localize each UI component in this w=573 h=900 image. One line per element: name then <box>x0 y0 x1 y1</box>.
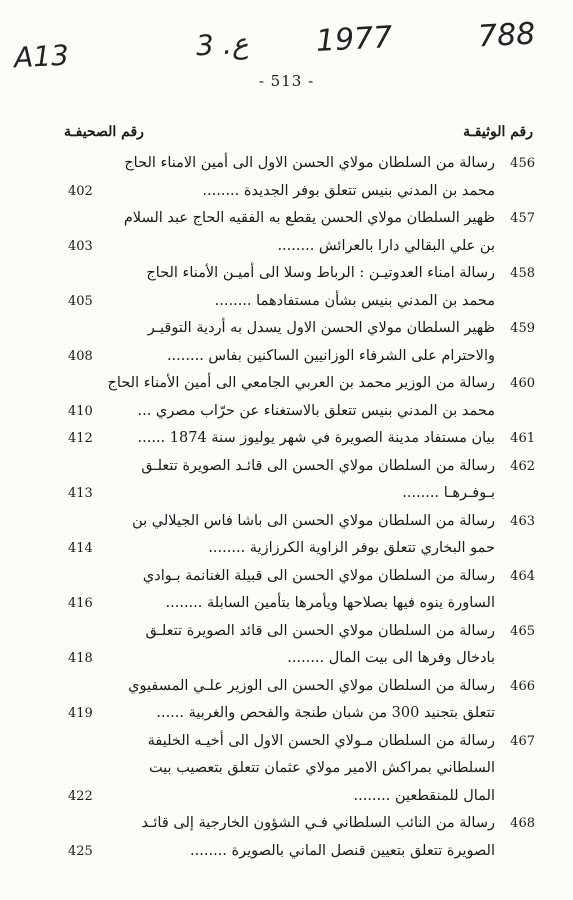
entry-text: رسالة من السلطان مولاي الحسن الى قبيلة الغنانمة بـوادي <box>142 567 495 584</box>
entry-line <box>0 563 573 591</box>
page-reference: 405 <box>68 293 93 309</box>
document-number: 463 <box>510 513 535 529</box>
list-item <box>0 205 573 260</box>
entry-text: والاحترام على الشرفاء الوزانيين الساكنين بفاس ........ <box>166 347 495 364</box>
page-reference: 419 <box>68 706 93 721</box>
entry-text: تتعلق بتجنيد 300 من شبان طنجة والفحص والغربية ...... <box>156 705 495 721</box>
entry-text: رسالة من النائب السلطاني فـي الشؤون الخارجية إلى قائـد <box>141 815 495 831</box>
entry-text: رسالة من السلطان مولاي الحسن الى قائد الصويرة تتعلـق <box>145 622 495 639</box>
document-number: 456 <box>510 156 535 171</box>
list-item <box>0 508 573 563</box>
list-item <box>0 453 573 508</box>
entry-text: رسالة من السلطان مولاي الحسن الاول الى أمين الامناء الحاج <box>124 155 495 171</box>
handwritten-note-1: A13 <box>13 38 70 75</box>
document-number: 458 <box>510 266 535 281</box>
page-reference: 416 <box>68 596 93 611</box>
entry-line <box>0 728 573 756</box>
page-number: - 513 - <box>258 72 315 90</box>
entry-line <box>0 233 573 261</box>
list-item <box>0 260 573 315</box>
entry-text: حمو البخاري تتعلق بوفر الزاوية الكرزازية ........ <box>208 540 495 556</box>
document-number: 468 <box>510 816 535 831</box>
document-number: 464 <box>510 568 535 584</box>
header-page-number: رقم الصحيفـة <box>64 124 144 140</box>
list-item <box>0 563 573 618</box>
list-item <box>0 728 573 811</box>
entry-line <box>0 810 573 838</box>
entry-text: الصويرة تتعلق بتعيين قنصل الماني بالصويرة ........ <box>190 842 495 859</box>
entry-line <box>0 480 573 508</box>
document-number: 457 <box>510 211 535 226</box>
entry-text: السلطاني بمراكش الامير مولاي عثمان تتعلق بتعصيب بيت <box>148 760 495 776</box>
document-number: 466 <box>510 678 535 694</box>
entry-text: الساورة ينوه فيها بصلاحها ويأمرها بتأمين السابلة ........ <box>165 595 495 611</box>
entry-line <box>0 755 573 783</box>
entry-text: رسالة من الوزير محمد بن العربي الجامعي الى أمين الأمناء الحاج <box>107 375 495 391</box>
entry-line <box>0 838 573 866</box>
list-item <box>0 150 573 205</box>
entry-line <box>0 590 573 618</box>
document-number: 459 <box>510 321 535 336</box>
document-number: 462 <box>510 458 535 474</box>
page-reference: 402 <box>68 183 93 199</box>
entry-text: المال للمنقطعين ........ <box>353 787 495 804</box>
document-number: 467 <box>510 733 535 749</box>
entry-text: رسالة من السلطان مـولاي الحسن الاول الى أخيـه الخليفة <box>147 732 495 749</box>
list-item <box>0 673 573 728</box>
entry-line <box>0 260 573 288</box>
entry-text: بـوفـرهـا ........ <box>402 485 495 501</box>
entry-line <box>0 425 573 453</box>
page-reference: 403 <box>68 238 93 254</box>
entry-line <box>0 645 573 673</box>
entry-text: ظهير السلطان مولاي الحسن يقطع به الفقيه الحاج عبد السلام <box>123 210 495 226</box>
entry-text: ظهير السلطان مولاي الحسن الاول يسدل به أردية التوقيـر <box>147 320 495 336</box>
entry-line <box>0 178 573 206</box>
entry-text: محمد بن المدني بنيس بشأن مستفادهما ........ <box>214 292 495 309</box>
entry-line <box>0 618 573 646</box>
entry-line <box>0 398 573 426</box>
entry-text: بادخال وفرها الى بيت المال ........ <box>287 650 495 666</box>
entry-text: رسالة من السلطان مولاي الحسن الى قائـد الصويرة تتعلـق <box>141 457 495 474</box>
page-reference: 418 <box>68 651 93 666</box>
header-document-number: رقم الوثيقـة <box>463 124 533 140</box>
entry-line <box>0 315 573 343</box>
page-reference: 412 <box>68 431 93 446</box>
entry-text: رسالة من السلطان مولاي الحسن الى باشا فاس الجيلالي بن <box>132 512 495 529</box>
document-number: 460 <box>510 376 535 391</box>
entry-line <box>0 150 573 178</box>
list-item <box>0 618 573 673</box>
page-reference: 410 <box>68 403 93 419</box>
entry-line <box>0 673 573 701</box>
entry-line <box>0 453 573 481</box>
page-reference: 414 <box>68 541 93 556</box>
page-reference: 408 <box>68 348 93 364</box>
entry-text: بيان مستفاد مدينة الصويرة في شهر يوليوز سنة 1874 ...... <box>137 430 495 446</box>
handwritten-note-4: 788 <box>477 16 537 55</box>
handwritten-note-3: 1977 <box>315 20 394 59</box>
entry-line <box>0 535 573 563</box>
list-item <box>0 810 573 865</box>
handwritten-note-2: 3 .ع <box>195 26 250 63</box>
entry-line <box>0 508 573 536</box>
entry-text: رسالة من السلطان مولاي الحسن الى الوزير علـي المسفيوي <box>128 677 495 694</box>
entry-line <box>0 700 573 728</box>
entry-line <box>0 205 573 233</box>
list-item <box>0 370 573 425</box>
entry-line <box>0 370 573 398</box>
page-reference: 425 <box>68 843 93 859</box>
entry-line <box>0 288 573 316</box>
list-item <box>0 425 573 453</box>
entry-text: بن علي البقالي دارا بالعرائش ........ <box>277 237 495 254</box>
entry-text: محمد بن المدني بنيس تتعلق بوفر الجديدة ........ <box>202 182 495 199</box>
page-reference: 413 <box>68 486 93 501</box>
entry-line <box>0 343 573 371</box>
document-number: 461 <box>510 431 535 446</box>
entry-line <box>0 783 573 811</box>
document-number: 465 <box>510 623 535 639</box>
entries-list <box>0 150 573 865</box>
list-item <box>0 315 573 370</box>
entry-text: رسالة امناء العدوتيـن : الرباط وسلا الى أميـن الأمناء الحاج <box>146 265 495 281</box>
entry-text: محمد بن المدني بنيس تتعلق بالاستغناء عن حرّاب مصري ... <box>137 402 495 419</box>
page-reference: 422 <box>68 788 93 804</box>
